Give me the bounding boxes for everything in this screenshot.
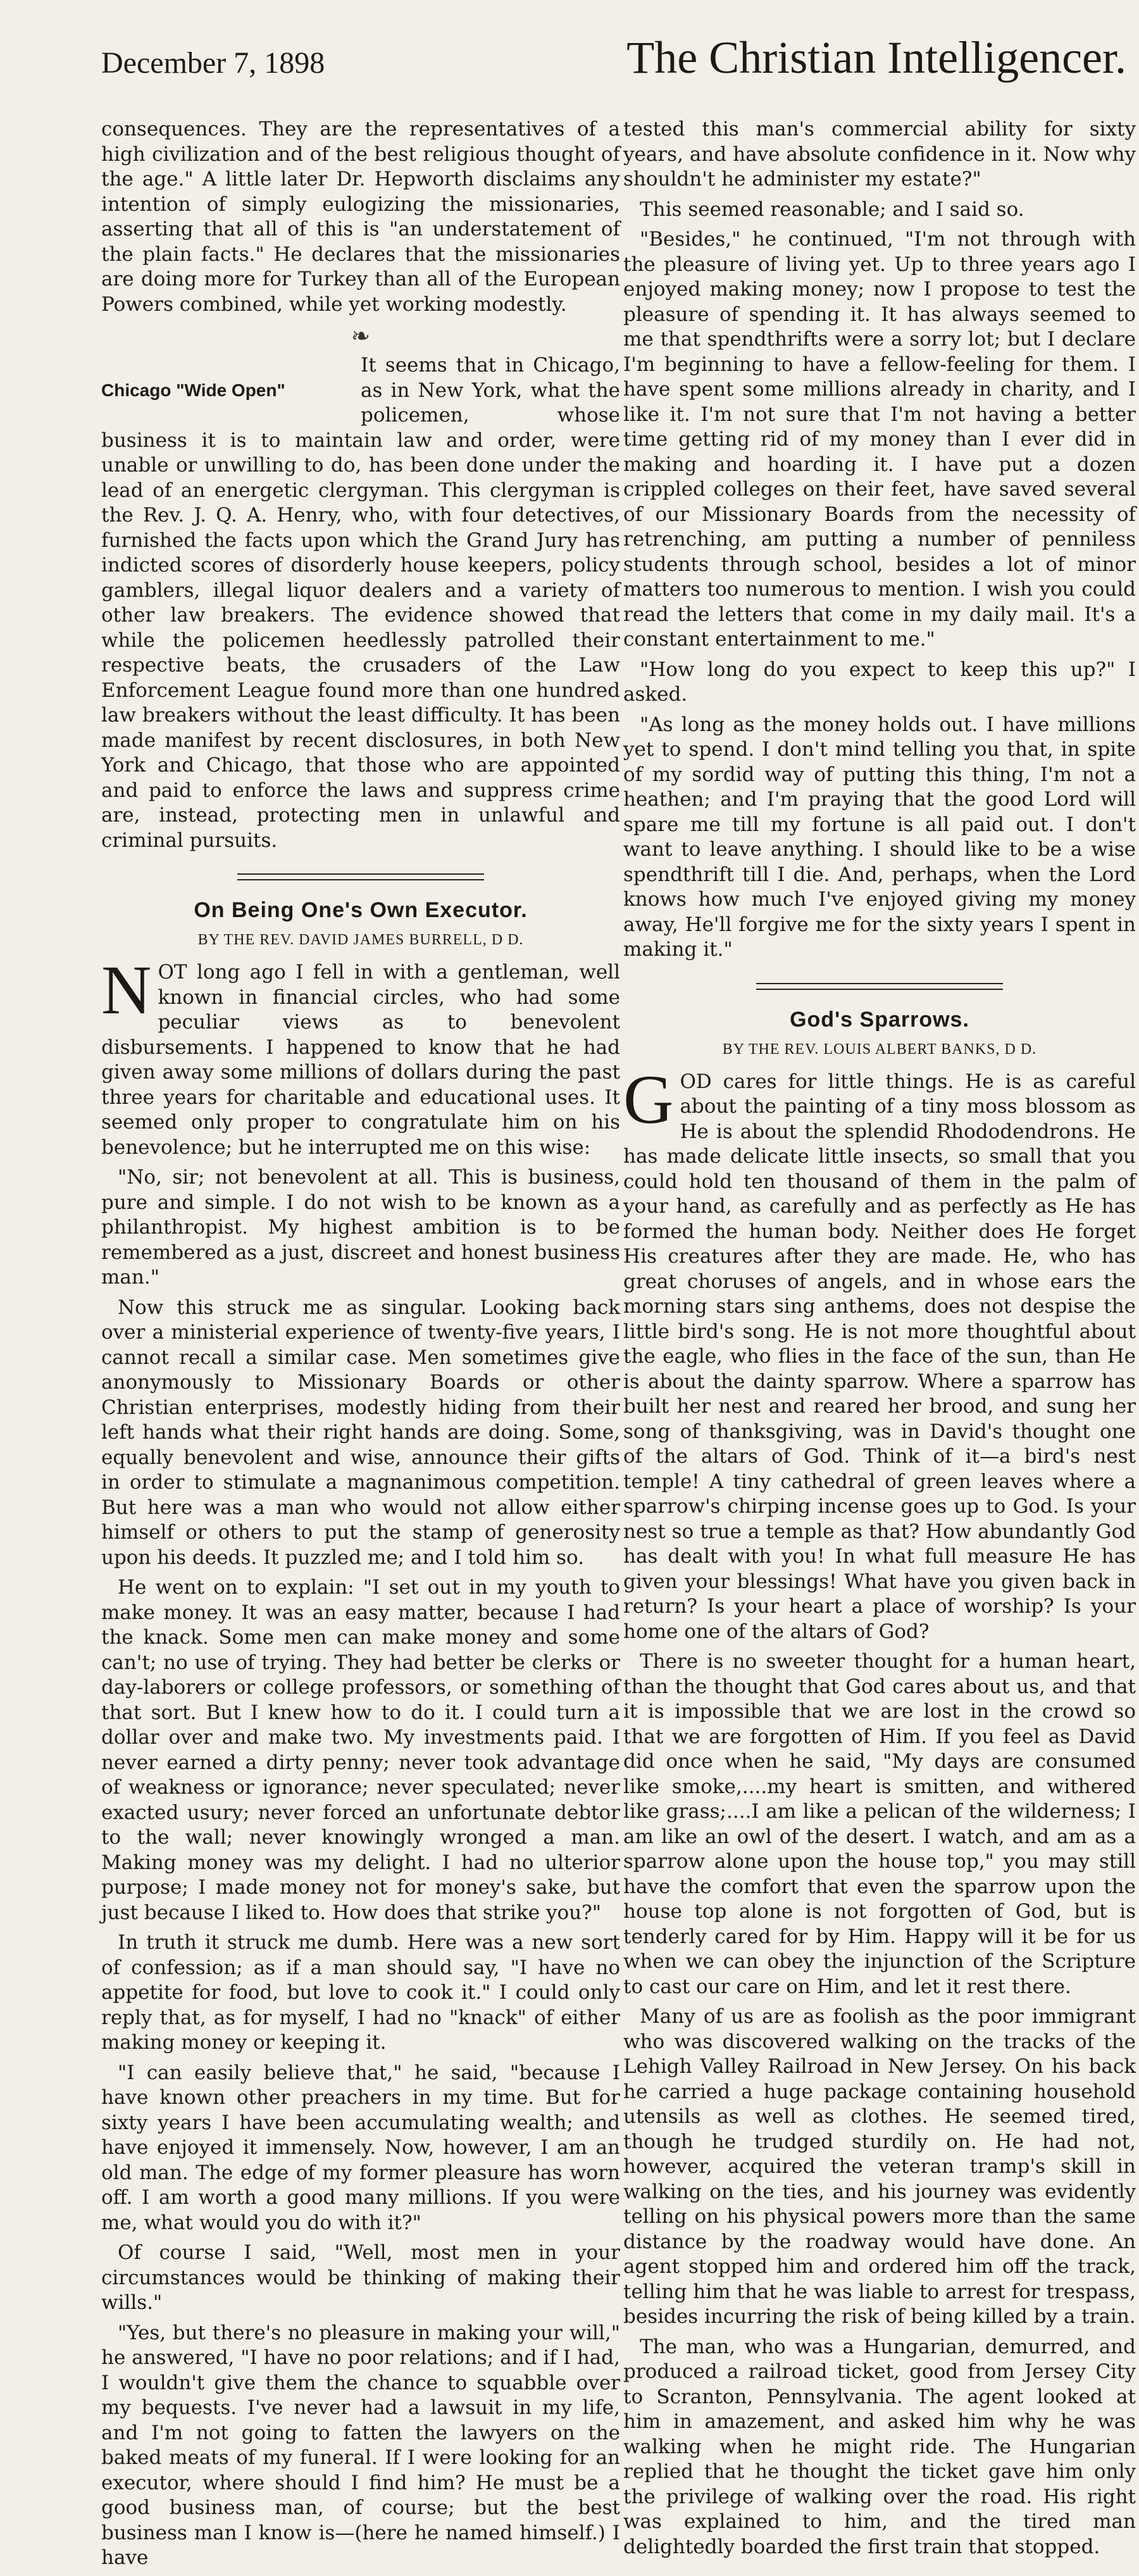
executor-paragraph: "I can easily believe that," he said, "because I have known other preachers in my time. But for sixty years I have been accumulating wealth; and have enjoyed it immensely. Now, however, I am an old man. The edge of my former pleasure has worn off. I am worth a good many millions. If you were me, what would you do with it?": [101, 2061, 620, 2234]
publication-title: The Christian Intelligencer.: [626, 32, 1126, 83]
executor-continued-paragraph: This seemed reasonable; and I said so.: [640, 197, 1024, 221]
executor-paragraph: "Yes, but there's no pleasure in making your will," he answered, "I have no poor relations; and if I had, I wouldn't give them the chance to squabble over my bequests. I've never had a lawsuit in my life, and I'm not going to fatten the lawyers on the baked meats of my funeral. If I were looking for an executor, where should I find him? He must be a good business man, of course; but the best business man I know is—(here he named himself.) I have: [101, 2321, 620, 2569]
right-column: [623, 117, 1136, 2565]
chicago-paragraph: It seems that in Chicago, as in New York, what the policemen, whose business it is to maintain law and order, were unable or unwilling to do, has been done under the lead of an energetic clergyman. This clergyman is the Rev. J. Q. A. Henry, who, with four detectives, furnished the facts upon which the Grand Jury has indicted scores of disorderly house keepers, policy gamblers, illegal liquor dealers and a variety of other law breakers. The evidence showed that while the policemen heedlessly patrolled their respective beats, the crusaders of the Law Enforcement League found more than one hundred law breakers without the least difficulty. It has been made manifest by recent disclosures, in both New York and Chicago, that those who are appointed and paid to enforce the laws and suppress crime are, instead, protecting men in unlawful and criminal pursuits.: [101, 354, 620, 852]
left-column: [101, 117, 620, 2576]
double-rule: [237, 873, 484, 880]
issue-date: December 7, 1898: [101, 46, 325, 80]
sparrows-paragraph: Many of us are as foolish as the poor immigrant who was discovered walking on the tracks of the Lehigh Valley Railroad in New Jersey. On his back he carried a huge package containing household utensils as well as clothes. He seemed tired, though he trudged sturdily on. He had not, however, acquired the veteran tramp's skill in walking on the ties, and his journey was evidently telling on his physical powers more than the same distance by the roadway would have done. An agent stopped him and ordered him off the track, telling him that he was liable to arrest for trespass, besides incurring the risk of being killed by a train.: [623, 2005, 1136, 2328]
section-ornament-icon: ❧: [351, 323, 371, 349]
executor-article-title: On Being One's Own Executor.: [194, 898, 528, 922]
section-divider: [101, 871, 620, 883]
sparrows-paragraph: [623, 1060, 1136, 1645]
executor-paragraph: In truth it struck me dumb. Here was a new sort of confession; as if a man should say, "I have no appetite for food, but love to cook it." I could only reply that, as for myself, I had no "knack" of either making money or keeping it.: [101, 1931, 620, 2054]
executor-continued-paragraph: tested this man's commercial ability for sixty years, and have absolute confidence in it. Now why shouldn't he administer my estate?": [623, 118, 1136, 191]
executor-paragraph: He went on to explain: "I set out in my youth to make money. It was an easy matter, because I had the knack. Some men can make money and some can't; no use of trying. They had better be clerks or day-laborers or college professors, or something of that sort. But I knew how to do it. I could turn a dollar over and make two. My investments paid. I never earned a dirty penny; never took advantage of weakness or ignorance; never speculated; never exacted usury; never forced an unfortunate debtor to the wall; never knowingly wronged a man. Making money was my delight. I had no ulterior purpose; I made money not for money's sake, but just because I liked to. How does that strike you?": [101, 1576, 620, 1924]
executor-dropcap: N: [101, 951, 152, 1029]
sparrows-paragraph: The man, who was a Hungarian, demurred, and produced a railroad ticket, good from Jersey City to Scranton, Pennsylvania. The agent looked at him in amazement, and asked him why he was walking when he might ride. The Hungarian replied that he thought the ticket gave him only the privilege of walking over the road. His right was explained to him, and the tired man delightedly boarded the first train that stopped.: [623, 2335, 1136, 2558]
executor-continued-paragraph: "How long do you expect to keep this up?" I asked.: [623, 658, 1136, 706]
sparrows-byline: BY THE REV. LOUIS ALBERT BANKS, D D.: [722, 1041, 1037, 1058]
executor-paragraph: "No, sir; not benevolent at all. This is business, pure and simple. I do not wish to be known as a philanthropist. My highest ambition is to be remembered as a just, discreet and honest business man.": [101, 1166, 620, 1289]
page-header: [0, 0, 1139, 108]
sparrows-dropcap: G: [623, 1060, 674, 1138]
sparrows-paragraph-text: OD cares for little things. He is as careful about the painting of a tiny moss blossom as He is about the splendid Rhododendrons. He has made delicate little insects, so small that you could hold ten thousand of them in the palm of your hand, as carefully and as perfectly as He has formed the human body. Neither does He forget His creatures after they are made. He, who has great choruses of angels, and in whose ears the morning stars sing anthems, does not despise the little bird's song. He is not more thoughtful about the eagle, who flies in the face of the sun, than He is about the dainty sparrow. Where a sparrow has built her nest and reared her brood, and sung her song of thanksgiving, was in David's thought one of the altars of God. Think of it—a bird's nest temple! A tiny cathedral of green leaves where a sparrow's chirping incense goes up to God. Is your nest so true a temple as that? How abundantly God has dealt with you! In what full measure He has given your blessings! What have you given back in return? Is your heart a place of worship? Is your home one of the altars of God?: [623, 1070, 1136, 1643]
sparrows-paragraph: There is no sweeter thought for a human heart, than the thought that God cares about us, and that it is impossible that we are lost in the crowd so that we are forgotten of Him. If you feel as David did once when he said, "My days are consumed like smoke,....my heart is smitten, and withered like grass;....I am like a pelican of the wilderness; I am like an owl of the desert. I watch, and am as a sparrow alone upon the house top," you may still have the comfort that even the sparrow upon the house top alone is not forgotten of God, but is tenderly cared for by Him. Happy will it be for us when we can obey the injunction of the Scripture to cast our care on Him, and let it rest there.: [623, 1650, 1136, 1998]
intro-paragraph: consequences. They are the representatives of a high civilization and of the best religious thought of the age." A little later Dr. Hepworth disclaims any intention of simply eulogizing the missionaries, asserting that all of this is "an understatement of the plain facts." He declares that the missionaries are doing more for Turkey than all of the European Powers combined, while yet working modestly.: [101, 118, 620, 316]
section-divider: [623, 980, 1136, 992]
executor-continued-paragraph: "Besides," he continued, "I'm not through with the pleasure of living yet. Up to three years ago I enjoyed making money; now I propose to test the pleasure of spending it. It has always seemed to me that spendthrifts were a sorry lot; but I declare I'm beginning to have a fellow-feeling for them. I have spent some millions already in charity, and I like it. I'm not sure that I'm not having a better time getting rid of my money than I ever did in making and hoarding it. I have put a dozen crippled colleges on their feet, have saved several of our Missionary Boards from the necessity of retrenching, am putting a number of penniless students through school, besides a lot of minor matters too numerous to mention. I wish you could read the letters that come in my daily mail. It's a constant entertainment to me.": [623, 228, 1136, 651]
executor-continued-paragraph: "As long as the money holds out. I have millions yet to spend. I don't mind telling you that, in spite of my sordid way of putting this thing, I'm not a heathen; and I'm praying that the good Lord will spare me till my fortune is all paid out. I don't want to leave anything. I should like to be a wise spendthrift till I die. And, perhaps, when the Lord knows how much I've enjoyed giving my money away, He'll forgive me for the sixty years I spent in making it.": [623, 713, 1136, 961]
chicago-section: [101, 353, 620, 853]
sparrows-article-title: God's Sparrows.: [790, 1007, 969, 1032]
executor-paragraph: Of course I said, "Well, most men in your circumstances would be thinking of making their wills.": [101, 2241, 620, 2314]
chicago-side-heading: Chicago "Wide Open": [101, 380, 285, 400]
double-rule: [756, 983, 1003, 990]
executor-paragraph-text: OT long ago I fell in with a gentleman, well known in financial circles, who had some peculiar views as to benevolent disbursements. I happened to know that he had given away some millions of dollars during the past three years for charitable and educational uses. It seemed only proper to congratulate him on his benevolence; but he interrupted me on this wise:: [101, 961, 620, 1159]
executor-paragraph: Now this struck me as singular. Looking back over a ministerial experience of twenty-five years, I cannot recall a similar case. Men sometimes give anonymously to Missionary Boards or other Christian enterprises, modestly hiding from their left hands what their right hands are doing. Some, equally benevolent and wise, announce their gifts in order to stimulate a magnanimous competition. But here was a man who would not allow either himself or others to put the stamp of generosity upon his deeds. It puzzled me; and I told him so.: [101, 1296, 620, 1569]
executor-byline: BY THE REV. DAVID JAMES BURRELL, D D.: [197, 932, 524, 948]
executor-paragraph: [101, 951, 620, 1160]
